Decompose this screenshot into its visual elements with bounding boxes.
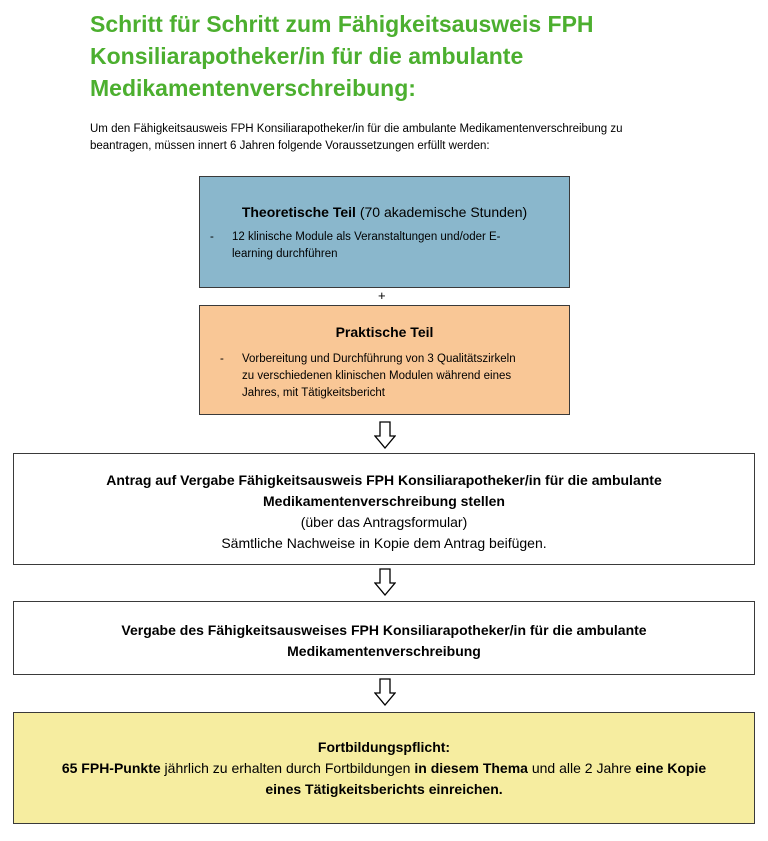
topic-emphasis: in diesem Thema — [414, 760, 528, 776]
fortbildung-heading: Fortbildungspflicht: — [317, 739, 451, 755]
vergabe-box — [13, 601, 755, 675]
practice-heading: Praktische Teil — [335, 324, 434, 340]
down-arrow-icon — [374, 421, 396, 449]
antrag-text — [14, 470, 754, 554]
vergabe-text — [14, 620, 754, 662]
title-line-3: Medikamentenverschreibung: — [90, 75, 416, 101]
theory-heading-bold: Theoretische Teil — [241, 204, 356, 220]
practice-bullet — [220, 351, 555, 402]
theory-box — [199, 176, 570, 288]
fortbildung-line-2 — [14, 758, 754, 779]
fortbildung-line-3: eines Tätigkeitsberichts einreichen. — [265, 781, 503, 797]
practice-bullet-line-2: zu verschiedenen klinischen Modulen während eines — [242, 370, 512, 382]
vergabe-line-1: Vergabe des Fähigkeitsausweises FPH Konsiliarapotheker/in für die ambulante — [121, 622, 647, 638]
down-arrow-icon — [374, 678, 396, 706]
theory-bullet — [210, 229, 549, 263]
fortbildung-text — [14, 737, 754, 800]
fph-points: 65 FPH-Punkte — [61, 760, 161, 776]
antrag-line-3: (über das Antragsformular) — [300, 514, 468, 530]
antrag-line-1: Antrag auf Vergabe Fähigkeitsausweis FPH Konsiliarapotheker/in für die ambulante — [106, 472, 662, 488]
bullet-dash: - — [210, 231, 214, 243]
copy-emphasis: eine Kopie — [635, 760, 707, 776]
title-line-1: Schritt für Schritt zum Fähigkeitsausweis FPH — [90, 11, 594, 37]
down-arrow-icon — [374, 568, 396, 596]
title-line-2: Konsiliarapotheker/in für die ambulante — [90, 43, 524, 69]
practice-bullet-line-3: Jahres, mit Tätigkeitsbericht — [242, 387, 385, 399]
practice-bullet-line-1: Vorbereitung und Durchführung von 3 Qualitätszirkeln — [242, 353, 516, 365]
fortbildung-text-2: und alle 2 Jahre — [527, 760, 636, 776]
practice-box — [199, 305, 570, 415]
intro-line-2: beantragen, müssen innert 6 Jahren folgende Voraussetzungen erfüllt werden: — [90, 140, 490, 152]
antrag-box — [13, 453, 755, 565]
fortbildung-text-1: jährlich zu erhalten durch Fortbildungen — [160, 760, 415, 776]
theory-heading-rest: (70 akademische Stunden) — [355, 204, 528, 220]
page-title — [90, 8, 730, 104]
vergabe-line-2: Medikamentenverschreibung — [287, 643, 481, 659]
theory-bullet-line-2: learning durchführen — [232, 248, 338, 260]
fortbildung-box — [13, 712, 755, 824]
bullet-dash: - — [220, 353, 224, 365]
theory-bullet-line-1: 12 klinische Module als Veranstaltungen und/oder E- — [232, 231, 501, 243]
antrag-line-2: Medikamentenverschreibung stellen — [263, 493, 505, 509]
intro-text — [90, 121, 730, 155]
theory-heading — [200, 204, 569, 220]
intro-line-1: Um den Fähigkeitsausweis FPH Konsiliarapotheker/in für die ambulante Medikamentenverschreibung zu — [90, 123, 623, 135]
plus-sign: + — [378, 288, 386, 303]
antrag-line-4: Sämtliche Nachweise in Kopie dem Antrag beifügen. — [221, 535, 547, 551]
